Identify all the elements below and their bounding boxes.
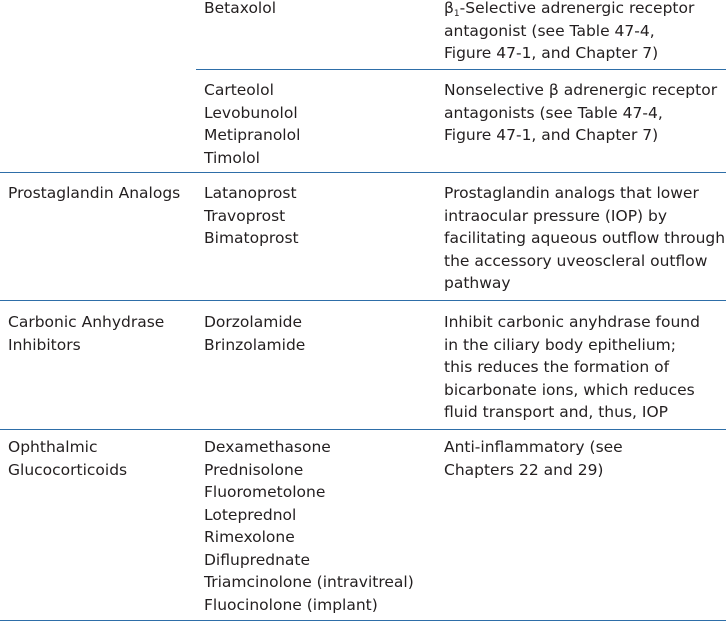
row-divider <box>0 300 726 301</box>
drug-name: Betaxolol <box>204 0 277 17</box>
mechanism-text: Inhibit carbonic anyhdrase found in the ciliary body epithelium; this reduces the formation of bicarbonate ions, which reduces fluid transport and, thus, IOP <box>444 313 700 421</box>
drug-name: Dexamethasone <box>204 438 331 456</box>
drug-name: Fluocinolone (implant) <box>204 595 378 614</box>
drug-list <box>204 0 436 20</box>
row-divider <box>196 69 726 70</box>
drug-name: Bimatoprost <box>204 229 299 247</box>
drug-name: Fluorometolone <box>204 483 326 501</box>
drug-name: Triamcinolone (intravitreal) <box>204 573 414 591</box>
mechanism-text: $\beta_1$-Selective adrenergic receptor antagonist (see Table 47-4, Figure 47-1, and Chapter 7) <box>444 0 695 62</box>
drug-name: Travoprost <box>204 206 286 225</box>
row-divider <box>0 429 726 430</box>
category-label: Prostaglandin Analogs <box>8 184 181 202</box>
drug-name: Carteolol <box>204 81 274 99</box>
drug-name: Loteprednol <box>204 505 297 524</box>
drug-name: Latanoprost <box>204 184 297 202</box>
drug-name: Brinzolamide <box>204 335 306 354</box>
mechanism-text: Anti-inflammatory (see Chapters 22 and 29) <box>444 438 623 479</box>
drug-name: Rimexolone <box>204 528 295 546</box>
beta-symbol: β <box>444 0 454 17</box>
category-label: Carbonic Anhydrase Inhibitors <box>8 313 165 354</box>
beta-subscript: 1 <box>453 9 460 19</box>
mechanism-text: Nonselective β adrenergic receptor antagonists (see Table 47-4, Figure 47-1, and Chapter 7) <box>444 81 718 144</box>
drug-name: Levobunolol <box>204 103 298 122</box>
drug-name: Metipranolol <box>204 126 301 144</box>
drug-name: Dorzolamide <box>204 313 302 331</box>
drug-name: Timolol <box>204 148 260 167</box>
drug-name: Difluprednate <box>204 550 311 569</box>
category-label: Ophthalmic Glucocorticoids <box>8 438 128 479</box>
drug-list <box>204 436 436 616</box>
drug-name: Prednisolone <box>204 460 304 479</box>
drug-list <box>204 79 436 169</box>
table-bottom-rule <box>0 620 726 621</box>
drug-list <box>204 182 436 250</box>
drug-list <box>204 311 436 356</box>
mechanism-text: Prostaglandin analogs that lower intraocular pressure (IOP) by facilitating aqueous outflow through the accessory uveoscleral outflow pathway <box>444 184 726 292</box>
row-divider <box>0 172 726 173</box>
